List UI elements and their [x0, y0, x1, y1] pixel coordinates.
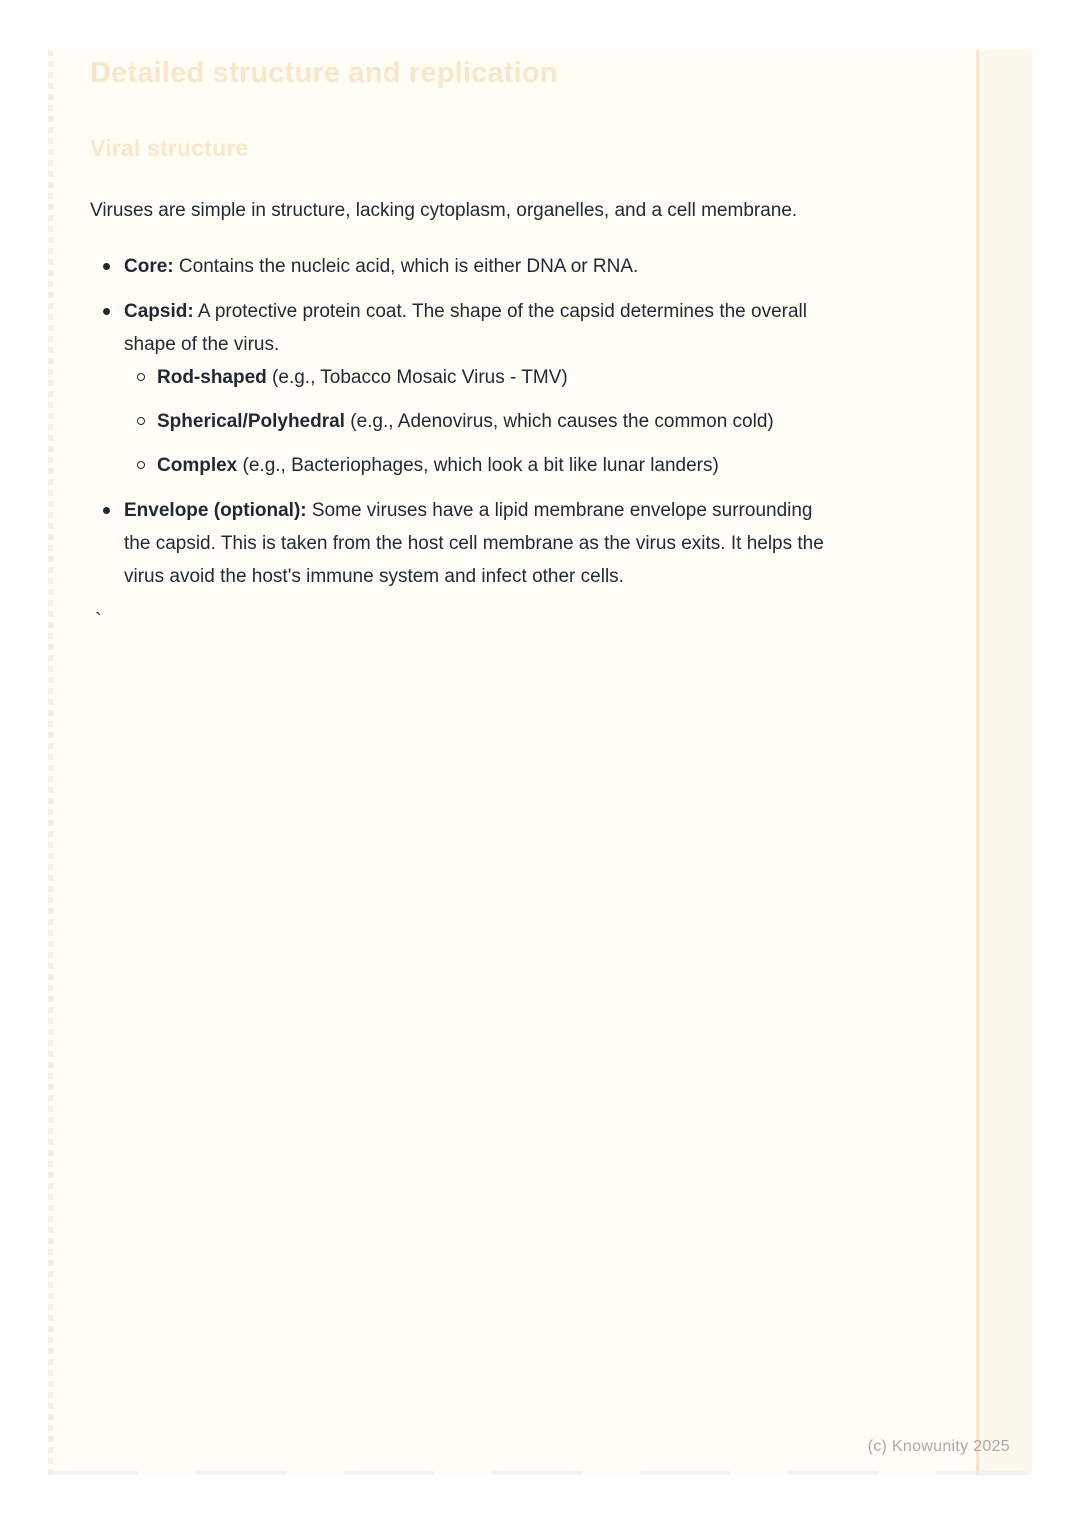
list-item-capsid: [124, 295, 826, 482]
stray-backtick-character: `: [95, 610, 102, 632]
notes-sheet: [48, 50, 1032, 1475]
list-item-core-label: Core:: [124, 256, 174, 277]
list-item-capsid-text: A protective protein coat. The shape of the capsid determines the overall shape of the virus.: [124, 301, 807, 355]
list-item-spherical-label: Spherical/Polyhedral: [157, 411, 345, 432]
list-item-complex: [157, 449, 826, 482]
section-heading: Viral structure: [90, 135, 249, 161]
list-item-core: [124, 250, 826, 283]
content-area: [90, 50, 826, 633]
list-item-envelope-text: Some viruses have a lipid membrane envelope surrounding the capsid. This is taken from the host cell membrane as the virus exits. It helps the virus avoid the host's immune system and infect other cells.: [124, 500, 824, 587]
right-margin-strip: [976, 50, 1032, 1475]
list-item-complex-label: Complex: [157, 455, 238, 476]
list-item-envelope-label: Envelope (optional):: [124, 500, 307, 521]
virus-structure-list: [90, 250, 826, 593]
list-item-rod-shaped-text: (e.g., Tobacco Mosaic Virus - TMV): [266, 367, 568, 388]
list-item-envelope: [124, 494, 826, 593]
capsid-shapes-list: [124, 361, 826, 482]
right-margin-line: [976, 50, 979, 1475]
list-item-rod-shaped-label: Rod-shaped: [157, 367, 267, 388]
page-title: Detailed structure and replication: [90, 57, 558, 89]
copyright-footer: (c) Knowunity 2025: [867, 1438, 1010, 1455]
list-item-complex-text: (e.g., Bacteriophages, which look a bit like lunar landers): [237, 455, 719, 476]
intro-paragraph: Viruses are simple in structure, lacking cytoplasm, organelles, and a cell membrane.: [90, 200, 798, 221]
list-item-rod-shaped: [157, 361, 826, 394]
list-item-spherical-text: (e.g., Adenovirus, which causes the common cold): [344, 411, 774, 432]
list-item-spherical: [157, 405, 826, 438]
list-item-capsid-label: Capsid:: [124, 301, 194, 322]
list-item-core-text: Contains the nucleic acid, which is either DNA or RNA.: [173, 256, 639, 277]
